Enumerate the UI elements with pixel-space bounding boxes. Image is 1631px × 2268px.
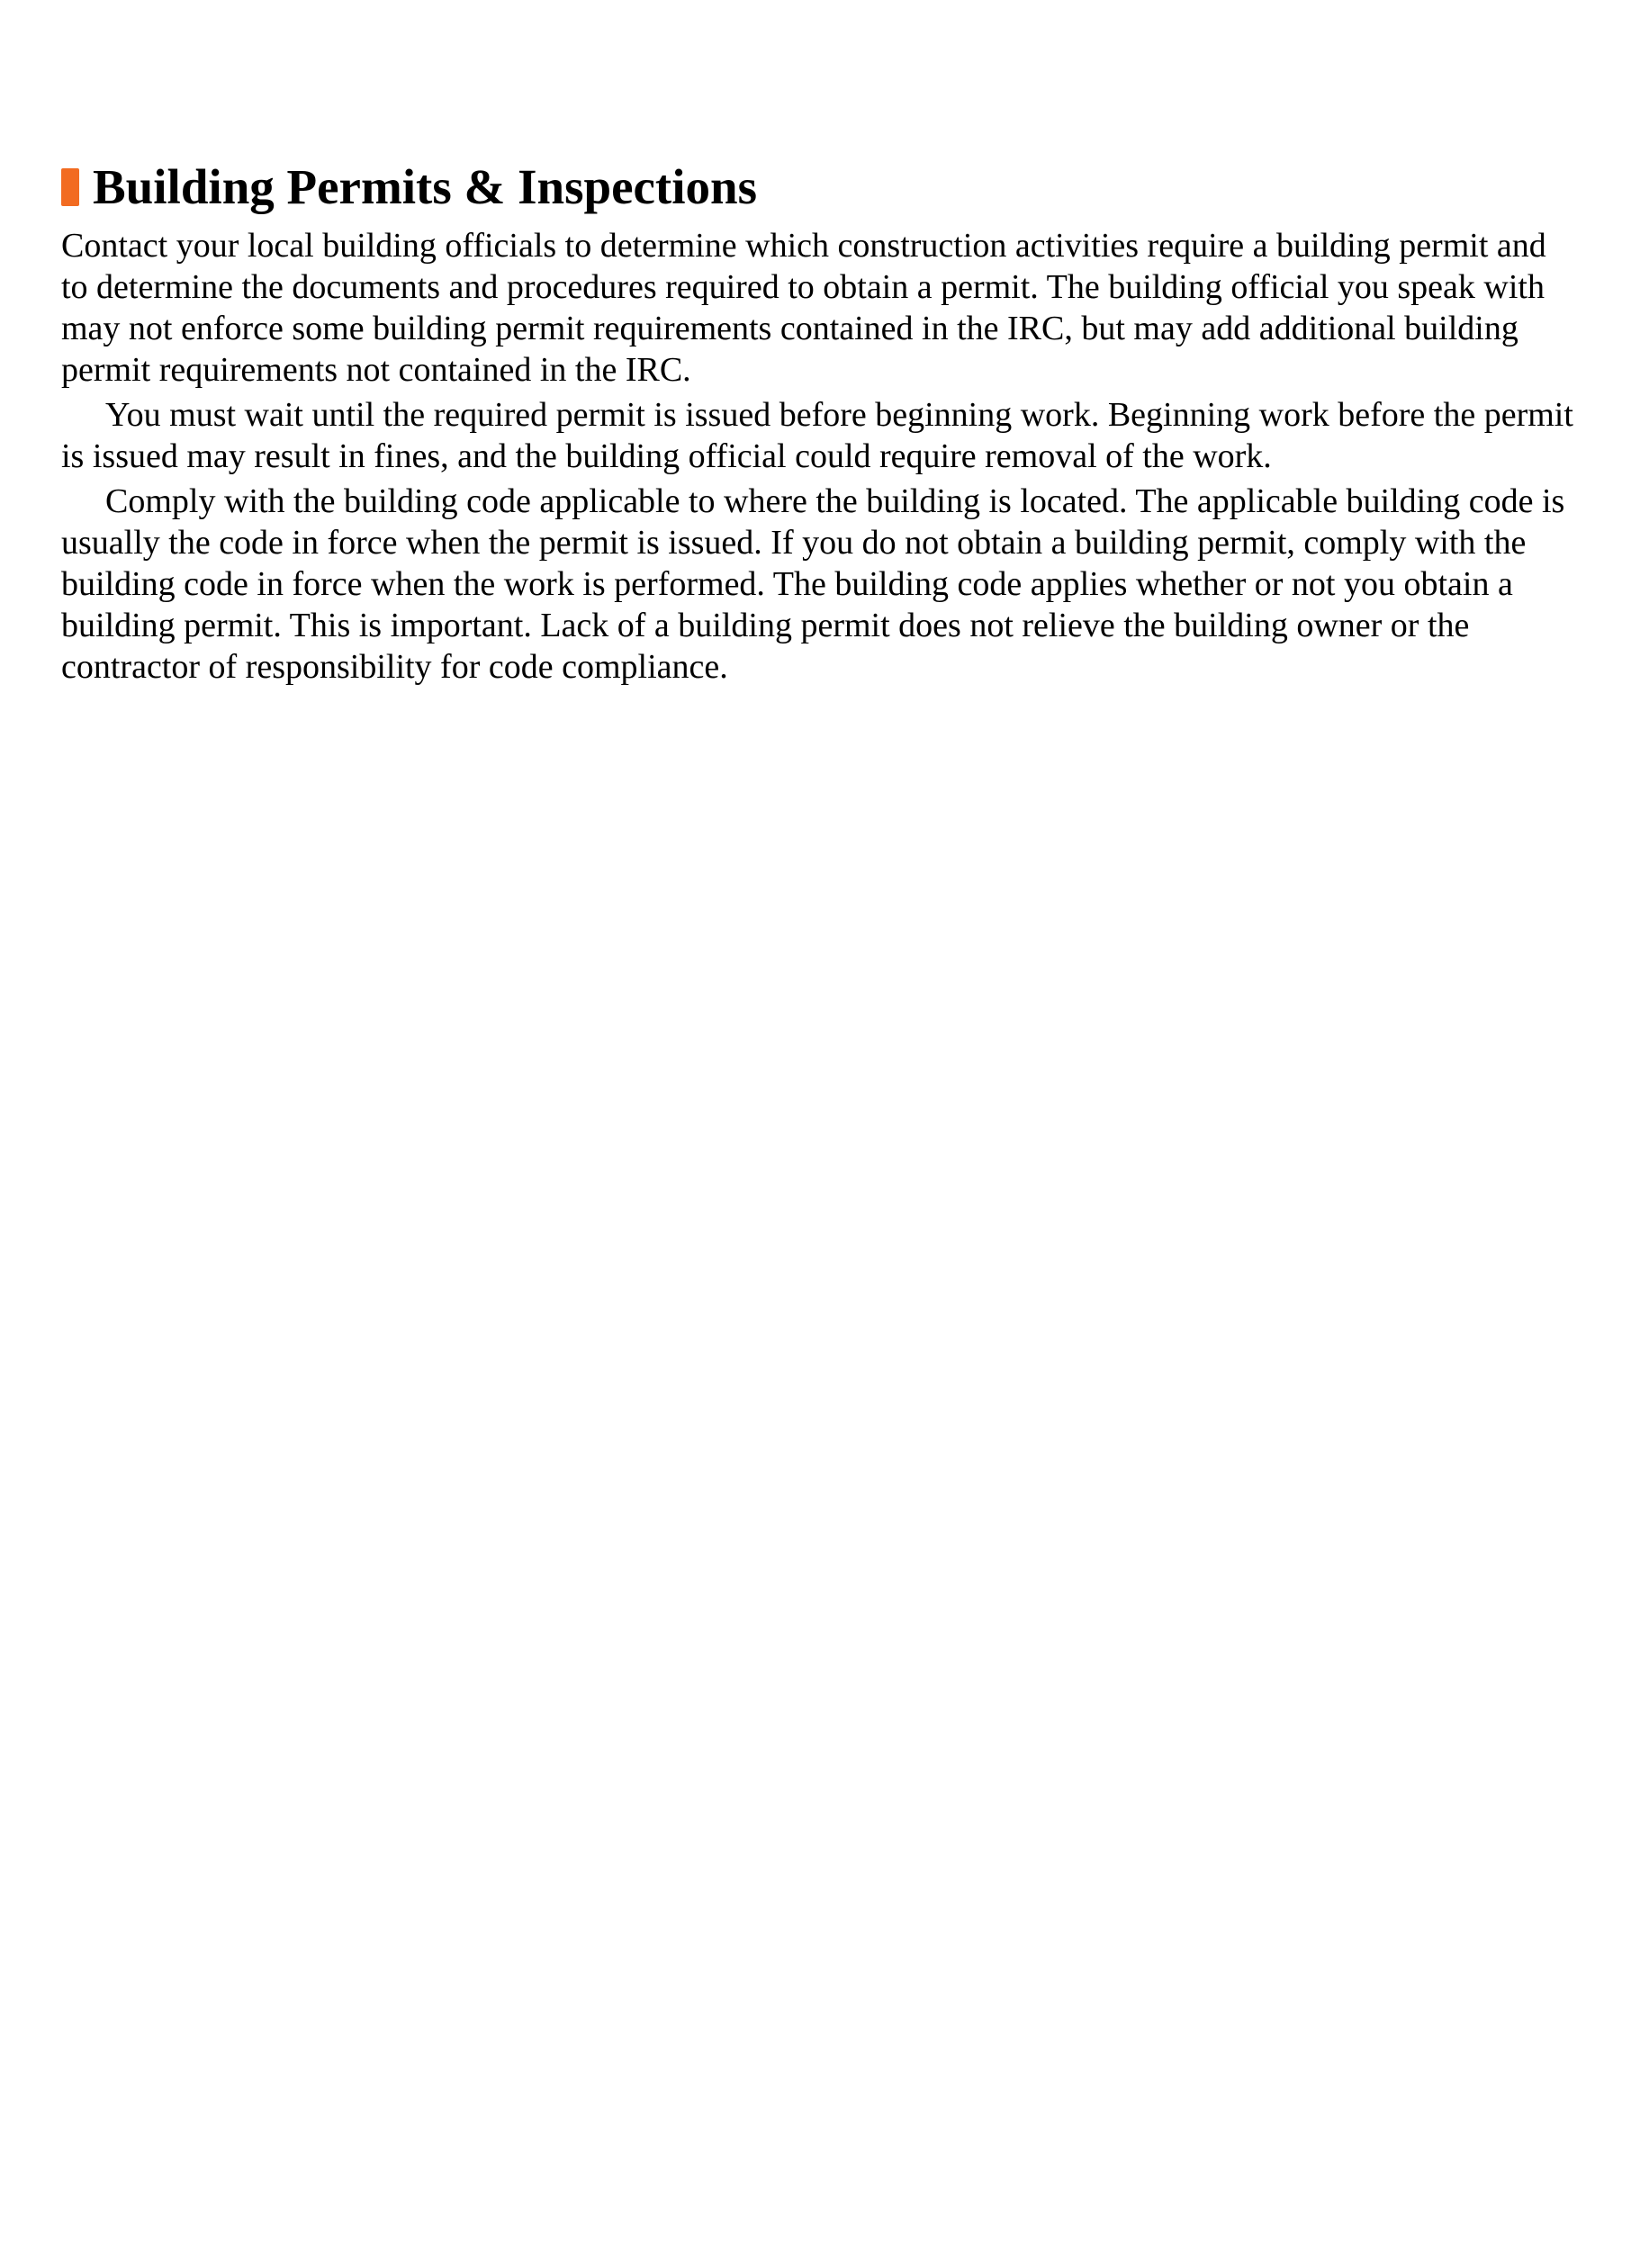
section-title: Building Permits & Inspections <box>93 159 757 214</box>
section-heading <box>61 160 1573 214</box>
paragraph-wait-for-permit: You must wait until the required permit is issued before beginning work. Beginning work before the permit is issued may result in fines, and the building official could require removal of the work. <box>61 396 1573 475</box>
paragraph-code-compliance: Comply with the building code applicable to where the building is located. The applicable building code is usually the code in force when the permit is issued. If you do not obtain a building permit, comply with the building code in force when the work is performed. The building code applies whether or not you obtain a building permit. This is important. Lack of a building permit does not relieve the building owner or the contractor of responsibility for code compliance. <box>61 482 1565 686</box>
paragraph-permit-requirements: Contact your local building officials to determine which construction activities require a building permit and to determine the documents and procedures required to obtain a permit. The building official you speak with may not enforce some building permit requirements contained in the IRC, but may add additional building permit requirements not contained in the IRC. <box>61 227 1546 389</box>
document-page <box>61 160 1573 691</box>
section-marker <box>61 168 79 206</box>
